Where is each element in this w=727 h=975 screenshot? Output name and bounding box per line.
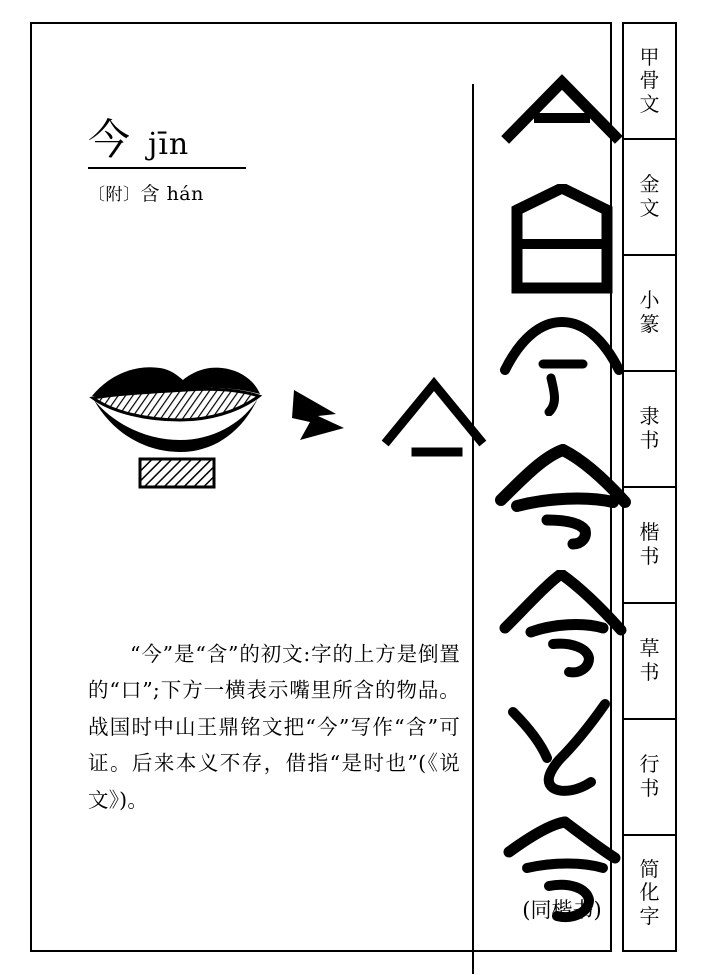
- headword-underline: [88, 167, 246, 169]
- lips-icon: [88, 354, 263, 494]
- rail-item-clerical-script[interactable]: [624, 372, 675, 488]
- explanation-text: “今”是“含”的初文:字的上方是倒置的“口”;下方一横表示嘴里所含的物品。战国时中山王鼎铭文把“今”写作“含”可证。后来本义不存，借指“是时也”(《说文》)。: [88, 642, 460, 812]
- script-style-rail: [622, 22, 677, 952]
- rail-item-seal-script[interactable]: [624, 256, 675, 372]
- rail-label-char: 书: [639, 544, 660, 568]
- clerical-script-glyph: [487, 444, 637, 558]
- rail-label-char: 书: [639, 660, 660, 684]
- rail-item-regular-script[interactable]: [624, 488, 675, 604]
- rail-item-cursive-script[interactable]: [624, 604, 675, 720]
- rail-label-char: 篆: [639, 312, 660, 336]
- same-as-regular-note: (同楷书): [522, 898, 602, 922]
- rail-label-char: 金: [639, 172, 660, 197]
- bronze-script-glyph: [487, 184, 637, 298]
- right-arrow-icon: [288, 382, 358, 452]
- rail-label-char: 行: [639, 752, 660, 777]
- rail-label-char: 草: [639, 636, 660, 661]
- rail-label-char: 化: [639, 880, 660, 905]
- headword-character: 今: [88, 115, 131, 164]
- rail-label-char: 甲: [639, 44, 660, 69]
- regular-script-glyph: [487, 570, 637, 684]
- rail-label-char: 隶: [639, 404, 660, 429]
- rail-label-char: 文: [639, 91, 660, 116]
- entry-card: [30, 22, 612, 952]
- rail-item-oracle-bone-script[interactable]: [624, 24, 675, 140]
- column-divider: [472, 84, 474, 974]
- alternate-form-line: [88, 179, 288, 206]
- rail-label-char: 楷: [639, 520, 660, 545]
- rail-label-char: 小: [639, 288, 660, 313]
- seal-script-glyph: [487, 316, 637, 420]
- headword-row: [88, 115, 288, 165]
- rail-label-char: 书: [639, 428, 660, 452]
- rail-label-char: 字: [639, 903, 660, 928]
- headword-block: [88, 115, 288, 206]
- alternate-form-character: 含: [140, 183, 161, 205]
- alternate-form-tag: 〔附〕: [88, 185, 141, 205]
- rail-label-char: 骨: [639, 68, 660, 93]
- script-evolution-column: [487, 54, 637, 914]
- oracle-bone-jin-glyph-icon: [380, 374, 490, 474]
- illustration-block: [88, 354, 458, 504]
- rail-item-running-script[interactable]: [624, 720, 675, 836]
- rail-item-simplified-character[interactable]: [624, 836, 675, 950]
- alternate-form-pinyin: hán: [166, 183, 204, 205]
- rail-label-char: 书: [639, 776, 660, 800]
- rail-label-char: 简: [639, 856, 660, 881]
- rail-label-char: 文: [639, 196, 660, 220]
- rail-item-bronze-script[interactable]: [624, 140, 675, 256]
- cursive-script-glyph: [487, 694, 637, 808]
- oracle-bone-script-glyph: [487, 72, 637, 154]
- headword-pinyin: jīn: [148, 127, 190, 162]
